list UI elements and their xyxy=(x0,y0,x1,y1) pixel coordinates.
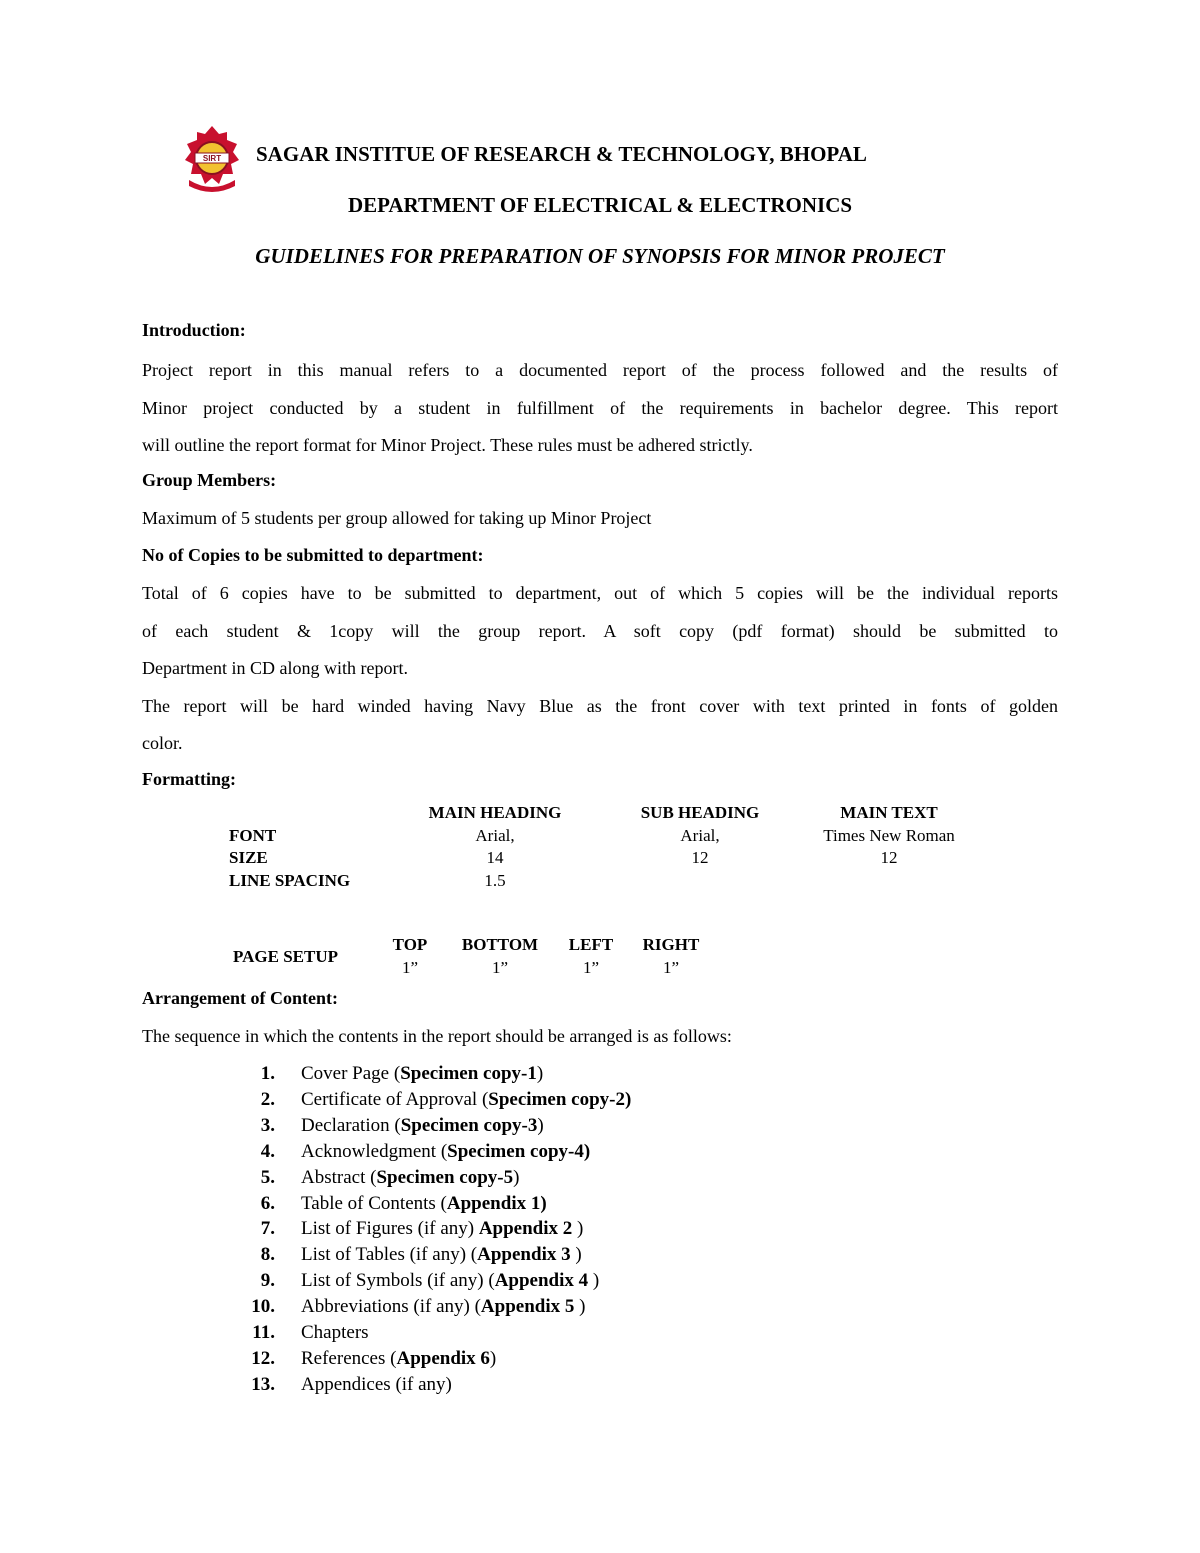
group-members-text: Maximum of 5 students per group allowed for taking up Minor Project xyxy=(142,508,652,528)
copies-heading: No of Copies to be submitted to department: xyxy=(142,545,484,565)
arrangement-intro: The sequence in which the contents in the report should be arranged is as follows: xyxy=(142,1026,732,1046)
format-cell: Times New Roman xyxy=(823,826,955,845)
list-item-number: 5. xyxy=(260,1166,275,1188)
list-item-number: 9. xyxy=(260,1270,275,1292)
format-cell: 1.5 xyxy=(484,871,506,890)
format-cell: 12 xyxy=(691,848,709,867)
list-item-text: Abstract ( xyxy=(301,1166,377,1188)
copies-line: of each student & 1copy will the group report. A soft copy (pdf format) should be submitted to xyxy=(142,620,1058,641)
arrangement-heading: Arrangement of Content: xyxy=(142,988,338,1008)
list-item xyxy=(301,1270,599,1292)
list-item xyxy=(301,1115,544,1137)
list-item xyxy=(301,1193,547,1215)
list-item xyxy=(301,1089,631,1111)
list-item-tail: ) xyxy=(574,1296,586,1318)
list-item-tail: ) xyxy=(570,1244,582,1266)
page-setup-value: 1” xyxy=(491,958,509,977)
format-cell: 14 xyxy=(486,848,504,867)
intro-line: Minor project conducted by a student in fulfillment of the requirements in bachelor degree. This report xyxy=(142,397,1058,418)
list-item-number: 4. xyxy=(260,1140,275,1162)
page-setup-col: TOP xyxy=(392,935,428,954)
list-item-tail: ) xyxy=(489,1347,497,1369)
introduction-heading: Introduction: xyxy=(142,320,246,340)
format-col-header: MAIN TEXT xyxy=(840,803,938,822)
list-item-number: 7. xyxy=(260,1218,275,1240)
list-item-text: Acknowledgment ( xyxy=(301,1140,448,1162)
institute-logo xyxy=(181,124,243,196)
page-setup-col: LEFT xyxy=(568,935,614,954)
list-item-tail: ) xyxy=(572,1218,584,1240)
list-item-text: Appendices (if any) xyxy=(301,1373,452,1395)
list-item-text: References ( xyxy=(301,1347,397,1369)
page-setup-col: RIGHT xyxy=(642,935,700,954)
list-item-number: 6. xyxy=(260,1192,275,1214)
list-item-number: 1. xyxy=(260,1063,275,1084)
list-item-number: 10. xyxy=(251,1296,275,1318)
page-setup-col: BOTTOM xyxy=(461,935,539,954)
list-item xyxy=(301,1296,585,1318)
list-item-tail: ) xyxy=(588,1270,600,1292)
list-item xyxy=(301,1374,452,1396)
list-item-reference: Specimen copy-4) xyxy=(447,1140,591,1162)
copies-line: color. xyxy=(142,733,183,753)
department-name: DEPARTMENT OF ELECTRICAL & ELECTRONICS xyxy=(347,193,853,217)
list-item-text: Cover Page ( xyxy=(301,1063,401,1084)
format-row-label: SIZE xyxy=(229,848,268,867)
list-item-reference: Appendix 3 xyxy=(477,1244,571,1266)
document-title: GUIDELINES FOR PREPARATION OF SYNOPSIS FOR MINOR PROJECT xyxy=(255,244,945,268)
list-item-reference: Appendix 4 xyxy=(494,1270,589,1292)
page-setup-value: 1” xyxy=(401,958,419,977)
list-item-text: List of Figures (if any) xyxy=(301,1218,479,1240)
format-row-label: FONT xyxy=(229,826,277,845)
institute-name: SAGAR INSTITUE OF RESEARCH & TECHNOLOGY, BHOPAL xyxy=(256,142,867,166)
group-members-heading: Group Members: xyxy=(142,470,277,490)
intro-line: will outline the report format for Minor Project. These rules must be adhered strictly. xyxy=(142,435,753,455)
format-col-header: SUB HEADING xyxy=(640,803,760,822)
format-row-label: LINE SPACING xyxy=(229,871,351,890)
list-item-tail: ) xyxy=(537,1114,544,1136)
list-item-reference: Appendix 1) xyxy=(446,1192,547,1214)
copies-line: The report will be hard winded having Navy Blue as the front cover with text printed in fonts of golden xyxy=(142,695,1058,716)
list-item xyxy=(301,1348,496,1370)
list-item-text: Chapters xyxy=(301,1322,369,1343)
format-cell: 12 xyxy=(880,848,898,867)
list-item-number: 2. xyxy=(260,1088,275,1110)
list-item-number: 11. xyxy=(252,1322,275,1343)
copies-line: Department in CD along with report. xyxy=(142,658,408,678)
introduction-paragraph xyxy=(142,352,1058,465)
list-item-reference: Appendix 6 xyxy=(396,1347,490,1369)
copies-paragraph xyxy=(142,575,1058,763)
list-item-number: 13. xyxy=(251,1373,275,1395)
list-item xyxy=(301,1218,583,1240)
page-setup-value: 1” xyxy=(662,958,680,977)
page-setup-value: 1” xyxy=(582,958,600,977)
list-item-reference: Specimen copy-3 xyxy=(400,1114,538,1136)
list-item-reference: Appendix 5 xyxy=(480,1296,575,1318)
list-item-reference: Specimen copy-5 xyxy=(376,1166,514,1188)
list-item-reference: Specimen copy-2) xyxy=(488,1088,632,1110)
list-item-number: 12. xyxy=(251,1347,275,1369)
list-item xyxy=(301,1322,369,1344)
list-item-text: List of Symbols (if any) ( xyxy=(301,1270,495,1292)
list-item-number: 3. xyxy=(260,1114,275,1136)
list-item xyxy=(301,1141,590,1163)
format-col-header: MAIN HEADING xyxy=(428,803,562,822)
list-item-text: Certificate of Approval ( xyxy=(301,1088,489,1110)
list-item-text: Abbreviations (if any) ( xyxy=(301,1296,481,1318)
list-item xyxy=(301,1244,582,1266)
list-item-text: Declaration ( xyxy=(301,1114,401,1136)
list-item-tail: ) xyxy=(536,1063,544,1084)
list-item-tail: ) xyxy=(513,1166,520,1188)
intro-line: Project report in this manual refers to a documented report of the process followed and the results of xyxy=(142,360,1058,380)
list-item xyxy=(301,1063,543,1085)
list-item-number: 8. xyxy=(260,1244,275,1266)
list-item-reference: Appendix 2 xyxy=(478,1218,573,1240)
list-item-text: Table of Contents ( xyxy=(301,1192,447,1214)
format-cell: Arial, xyxy=(475,826,515,845)
formatting-heading: Formatting: xyxy=(142,769,236,789)
logo-text: SIRT xyxy=(202,154,222,163)
list-item-text: List of Tables (if any) ( xyxy=(301,1244,478,1266)
format-cell: Arial, xyxy=(680,826,720,845)
copies-line: Total of 6 copies have to be submitted to department, out of which 5 copies will be the individual reports xyxy=(142,583,1058,603)
list-item-reference: Specimen copy-1 xyxy=(400,1063,537,1084)
list-item xyxy=(301,1167,519,1189)
page-setup-label: PAGE SETUP xyxy=(233,947,339,966)
